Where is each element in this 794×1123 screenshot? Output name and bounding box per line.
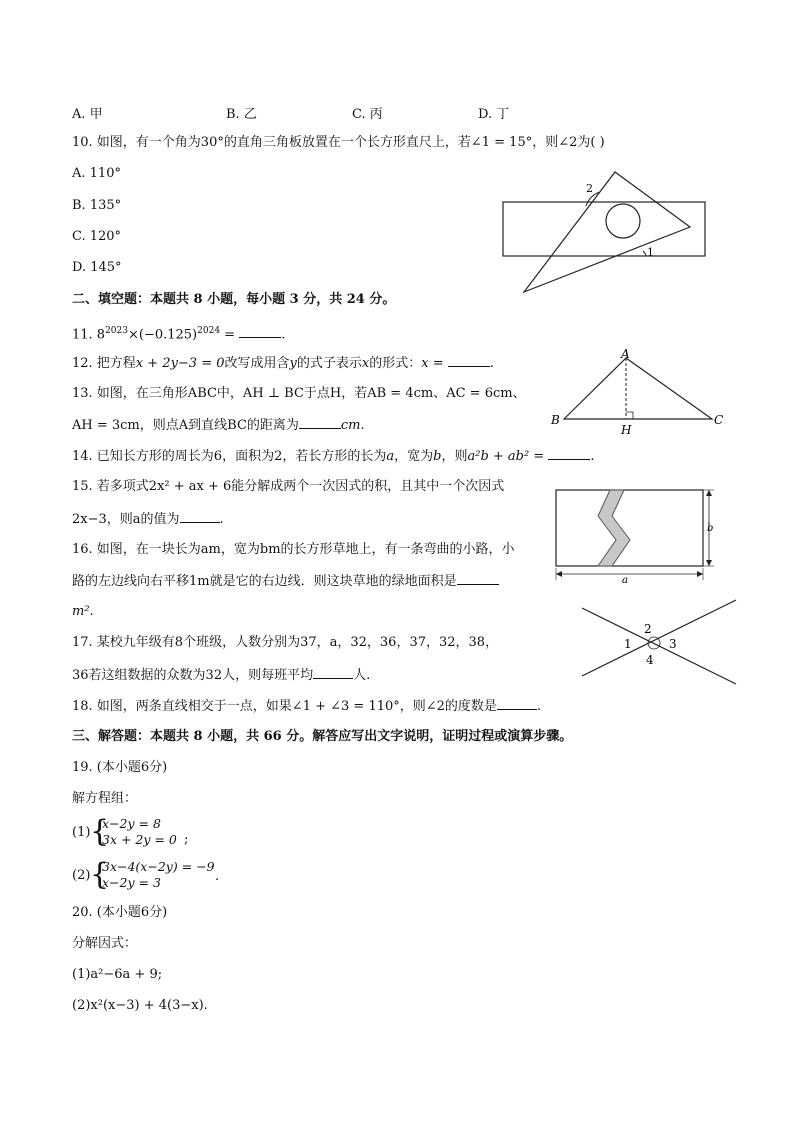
q9-option-d: D. 丁 xyxy=(478,107,510,122)
q12-answer-blank[interactable] xyxy=(448,354,490,367)
q16-answer-blank[interactable] xyxy=(457,572,499,585)
set-square-hole xyxy=(606,204,640,238)
q16-line-1: 16. 如图，在一块长为am，宽为bm的长方形草地上，有一条弯曲的小路，小 xyxy=(72,542,515,557)
q14: 14. 已知长方形的周长为6，面积为2，若长方形的长为a，宽为b，则a²b + ab² = . xyxy=(72,449,595,464)
q10-figure xyxy=(500,170,710,296)
angle-4-label: 4 xyxy=(646,653,654,667)
angle-1-arc xyxy=(643,251,646,256)
line-2 xyxy=(582,600,736,676)
q13-figure xyxy=(546,346,726,438)
q9-option-a: A. 甲 xyxy=(72,107,103,122)
q15-line-1: 15. 若多项式2x² + ax + 6能分解成两个一次因式的积，且其中一个次因式 xyxy=(72,479,505,494)
q18: 18. 如图，两条直线相交于一点，如果∠1 + ∠3 = 110°，则∠2的度数是 . xyxy=(72,699,542,714)
winding-path xyxy=(598,490,630,566)
q10-stem: 10. 如图，有一个角为30°的直角三角板放置在一个长方形直尺上，若∠1 = 15°，则∠2为( ) xyxy=(72,135,605,150)
q16-line-2: 路的左边线向右平移1m就是它的右边线．则这块草地的绿地面积是 xyxy=(72,572,499,591)
section-3-heading: 三、解答题：本题共 8 小题，共 66 分。解答应写出文字说明，证明过程或演算步骤。 xyxy=(72,729,573,744)
q11-answer-blank[interactable] xyxy=(239,325,281,338)
q16-figure xyxy=(552,486,722,586)
q13-line-2: AH = 3cm，则点A到直线BC的距离为 cm. xyxy=(72,418,365,433)
section-2-heading: 二、填空题：本题共 8 小题，每小题 3 分，共 24 分。 xyxy=(72,292,396,307)
triangle-abc xyxy=(564,358,712,419)
q17-line-2: 36若这组数据的众数为32人，则每班平均 人. xyxy=(72,668,371,683)
q13-line-1: 13. 如图，在三角形ABC中，AH ⊥ BC于点H，若AB = 4cm、AC = 6cm、 xyxy=(72,386,526,401)
q20-part-2: (2)x²(x−3) + 4(3−x). xyxy=(72,998,208,1013)
vertex-c-label: C xyxy=(714,413,724,427)
right-angle-mark xyxy=(626,412,633,419)
vertex-b-label: B xyxy=(551,413,560,427)
angle-1-label: 1 xyxy=(647,246,654,259)
q10-option-d: D. 145° xyxy=(72,260,122,275)
q19-system-1: (1) { x−2y = 8 3x + 2y = 0 ; xyxy=(72,814,189,849)
vertex-a-label: A xyxy=(621,347,630,361)
set-square-triangle xyxy=(524,172,690,292)
q9-option-b: B. 乙 xyxy=(226,107,257,122)
q14-answer-blank[interactable] xyxy=(548,447,590,460)
lawn-rectangle xyxy=(556,490,703,566)
q19-prompt: 解方程组： xyxy=(72,791,138,806)
q10-option-b: B. 135° xyxy=(72,198,122,213)
q10-option-c: C. 120° xyxy=(72,229,122,244)
length-label-a: a xyxy=(622,575,628,586)
angle-2-label: 2 xyxy=(586,182,593,195)
q18-answer-blank[interactable] xyxy=(497,697,537,710)
q17-line-1: 17. 某校九年级有8个班级，人数分别为37，a，32，36，37，32，38， xyxy=(72,635,499,650)
foot-h-label: H xyxy=(621,423,632,437)
angle-2-label: 2 xyxy=(644,622,652,636)
q19-title: 19. (本小题6分) xyxy=(72,760,168,775)
angle-1-label: 1 xyxy=(624,637,632,651)
q11: 11. $8^{2023}\times(-0.125)^{2024}$ = . xyxy=(72,326,286,343)
ruler-rectangle xyxy=(503,202,705,256)
q13-answer-blank[interactable] xyxy=(299,416,341,429)
q20-part-1: (1)a²−6a + 9; xyxy=(72,967,163,982)
q12: 12. 把方程x + 2y−3 = 0改写成用含y的式子表示x的形式：x = . xyxy=(72,356,494,371)
q18-figure xyxy=(580,598,738,688)
q20-prompt: 分解因式： xyxy=(72,936,138,951)
q9-option-c: C. 丙 xyxy=(352,107,383,122)
q15-answer-blank[interactable] xyxy=(180,510,220,523)
width-label-b: b xyxy=(707,523,714,534)
q17-answer-blank[interactable] xyxy=(313,666,353,679)
angle-3-label: 3 xyxy=(669,637,677,651)
q16-line-3: m². xyxy=(72,604,94,619)
q19-system-2: (2) { 3x−4(x−2y) = −9 x−2y = 3 . xyxy=(72,857,220,892)
q10-option-a: A. 110° xyxy=(72,166,121,181)
q15-line-2: 2x−3，则a的值为 . xyxy=(72,512,224,527)
q20-title: 20. (本小题6分) xyxy=(72,905,168,920)
